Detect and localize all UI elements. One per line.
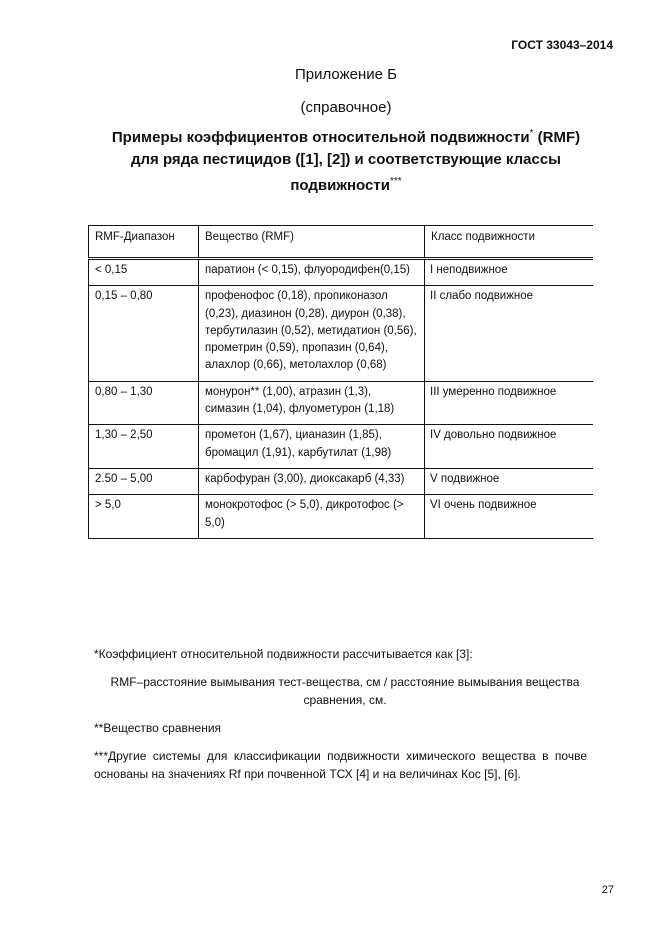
cell-mobility-class: VI очень подвижное: [430, 499, 537, 512]
table-row: [89, 425, 594, 469]
footnote-reference-substance: **Вещество сравнения: [94, 721, 222, 735]
cell-mobility-class: I неподвижное: [430, 264, 508, 276]
heading-line3-footnote-mark: ***: [389, 176, 402, 187]
cell-rmf-range: < 0,15: [89, 259, 199, 286]
cell-substance: профенофос (0,18), пропиконазол (0,23), диазинон (0,28), диурон (0,38), тербутилазин (0,52), метидатион (0,56), прометрин (0,59), пропазин (0,64), алахлор (0,66), метолахлор (0,68): [199, 286, 425, 381]
cell-mobility-class: V подвижное: [430, 472, 500, 485]
cell-mobility-class: IV довольно подвижное: [430, 429, 557, 442]
heading-line2-text: для ряда пестицидов ([1], [2]) и соответствующие классы: [131, 151, 561, 168]
table-row: [89, 468, 594, 494]
cell-substance: прометон (1,67), цианазин (1,85), бромацил (1,91), карбутилат (1,98): [199, 425, 425, 469]
footnote-other-systems: ***Другие системы для классификации подвижности химического вещества в почве основаны на значениях Rf при почвенной ТСХ [4] и на величинах Кос [5], [6].: [94, 749, 587, 781]
heading-line1-footnote-mark: *: [529, 128, 534, 139]
table-row: [89, 495, 594, 539]
cell-rmf-range: > 5,0: [89, 495, 199, 539]
cell-rmf-range: 0,80 – 1,30: [89, 381, 199, 425]
column-header-rmf-range: RMF-Диапазон: [89, 226, 199, 259]
cell-rmf-range: 2.50 – 5,00: [89, 468, 199, 494]
column-header-substance: Вещество (RMF): [199, 226, 425, 259]
cell-substance: монокротофос (> 5,0), дикротофос (> 5,0): [199, 495, 425, 539]
heading-line1-text: Примеры коэффициентов относительной подвижности: [111, 129, 530, 146]
cell-substance: паратион (< 0,15), флуородифен(0,15): [199, 259, 425, 286]
column-header-mobility-class: Класс подвижности: [431, 231, 535, 243]
table-row: [89, 381, 594, 425]
page-number: 27: [601, 884, 614, 896]
table-row: [89, 286, 594, 381]
cell-rmf-range: 1,30 – 2,50: [89, 425, 199, 469]
heading-line3-text: подвижности: [290, 177, 390, 194]
standard-number: ГОСТ 33043–2014: [511, 38, 613, 52]
cell-substance: монурон** (1,00), атразин (1,3), симазин (1,04), флуометурон (1,18): [199, 381, 425, 425]
footnote-rmf-definition: *Коэффициент относительной подвижности рассчитывается как [3]:: [94, 647, 473, 661]
appendix-reference-label: (справочное): [300, 99, 392, 116]
mobility-table: [88, 225, 593, 539]
cell-mobility-class: II слабо подвижное: [430, 290, 534, 303]
rmf-formula: RMF–расстояние вымывания тест-вещества, см / расстояние вымывания вещества сравнения, см.: [110, 675, 580, 707]
table-header-row: [89, 226, 594, 259]
appendix-title: Приложение Б: [295, 66, 397, 83]
cell-rmf-range: 0,15 – 0,80: [89, 286, 199, 381]
heading-line1-suffix: (RMF): [533, 129, 581, 146]
cell-mobility-class: III умеренно подвижное: [430, 385, 557, 398]
table-row: [89, 259, 594, 286]
cell-substance: карбофуран (3,00), диоксакарб (4,33): [199, 468, 425, 494]
table-heading: [96, 123, 596, 197]
